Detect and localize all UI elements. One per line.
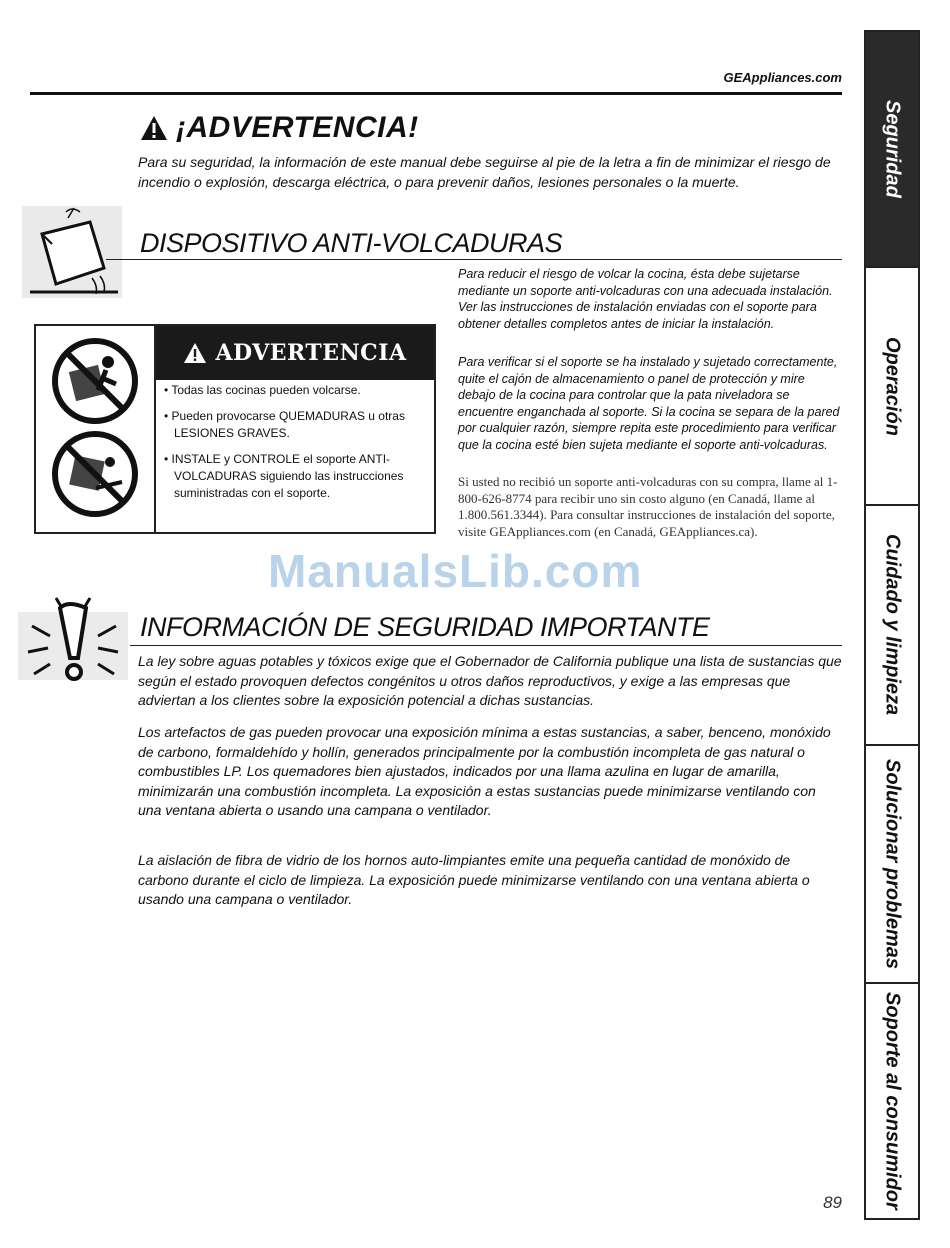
warning-text: Para su seguridad, la información de este manual debe seguirse al pie de la letra a fin de minimizar el riesgo de incendio o explosión, descarga eléctrica, o para prevenir daños, lesiones personales o la muerte. xyxy=(138,154,831,190)
section-tabs xyxy=(864,30,920,1220)
no-tip-icons xyxy=(36,326,154,532)
important-title: INFORMACIÓN DE SEGURIDAD IMPORTANTE xyxy=(140,612,710,642)
warning-triangle-icon xyxy=(183,342,207,364)
anti-tip-warning-box xyxy=(34,324,436,534)
tab-cuidado-limpieza[interactable] xyxy=(864,504,920,746)
tab-soporte-consumidor[interactable] xyxy=(864,982,920,1220)
list-item: • INSTALE y CONTROLE el soporte ANTI-VOLCADURAS siguiendo las instrucciones suministradas con el soporte. xyxy=(164,452,404,500)
warning-triangle-icon xyxy=(140,115,168,141)
tab-operacion[interactable] xyxy=(864,266,920,506)
tab-solucionar-problemas[interactable] xyxy=(864,744,920,984)
watermark: ManualsLib.com xyxy=(268,545,643,597)
anti-tip-para-3: Si usted no recibió un soporte anti-volcaduras con su compra, llame al 1-800-626-8774 para recibir uno sin costo alguno (en Canadá, llame al 1.800.561.3344). Para consultar instrucciones de instalación del soporte, visite GEAppliances.com (en Canadá, GEAppliances.ca). xyxy=(458,474,838,539)
important-rule xyxy=(130,645,842,646)
important-para-1: La ley sobre aguas potables y tóxicos exige que el Gobernador de California publique una lista de sustancias que según el estado provoquen defectos congénitos u otros daños reproductivos, y exige a las empresas que adviertan a los clientes sobre la exposición potencial a dichas sustancias. xyxy=(138,653,842,708)
warning-heading xyxy=(140,111,419,145)
anti-tip-para-2: Para verificar si el soporte se ha instalado y sujetado correctamente, quite el cajón de almacenamiento o panel de protección y mire debajo de la cocina para controlar que la pata niveladora se encuentre enganchada al soporte. Si la cocina se separa de la pared por cualquier razón, siempre repita este procedimiento para verificar que la cocina esté bien sujeta mediante el soporte anti-volcaduras. xyxy=(458,355,840,452)
page-number: 89 xyxy=(823,1193,842,1212)
important-para-2: Los artefactos de gas pueden provocar una exposición mínima a estas sustancias, a saber, benceno, monóxido de carbono, formaldehído y hollín, generados principalmente por la combustión incompleta de gas natural o combustibles LP. Los quemadores bien ajustados, indicados por una llama azulina en lugar de amarilla, minimizarán una combustión incompleta. La exposición a estas sustancias puede minimizarse ventilando con una ventana abierta o usando una campana o ventilador. xyxy=(138,724,831,818)
tab-label: Soporte al consumidor xyxy=(881,992,904,1210)
header-rule xyxy=(30,92,842,95)
site-url: GEAppliances.com xyxy=(723,70,842,85)
list-item: • Todas las cocinas pueden volcarse. xyxy=(164,383,361,397)
list-item: • Pueden provocarse QUEMADURAS u otras LESIONES GRAVES. xyxy=(164,409,405,440)
warning-list xyxy=(164,382,426,511)
tab-seguridad[interactable] xyxy=(864,30,920,268)
warning-icon-column xyxy=(36,326,156,532)
anti-tip-para-1: Para reducir el riesgo de volcar la cocina, ésta debe sujetarse mediante un soporte anti-volcaduras con una adecuada instalación. Ver las instrucciones de instalación enviadas con el soporte para obtener detalles completos antes de iniciar la instalación. xyxy=(458,267,833,331)
banner-text: ADVERTENCIA xyxy=(215,340,407,366)
range-tip-icon xyxy=(22,206,122,298)
anti-tip-title: DISPOSITIVO ANTI-VOLCADURAS xyxy=(140,228,563,258)
warning-title: ¡ADVERTENCIA! xyxy=(176,111,419,144)
advertencia-banner xyxy=(156,326,434,380)
no-door-load-icon xyxy=(55,434,135,514)
tab-label: Seguridad xyxy=(881,100,904,198)
tab-label: Operación xyxy=(881,336,904,436)
anti-tip-rule xyxy=(106,259,842,260)
tab-label: Solucionar problemas xyxy=(881,758,904,970)
tab-label: Cuidado y limpieza xyxy=(881,534,904,716)
important-para-3: La aislación de fibra de vidrio de los hornos auto-limpiantes emite una pequeña cantidad de monóxido de carbono durante el ciclo de limpieza. La exposición puede minimizarse ventilando con una ventana abierta o usando una campana o ventilador. xyxy=(138,852,810,907)
exclamation-alert-icon xyxy=(18,590,128,690)
no-climb-icon xyxy=(55,341,135,421)
